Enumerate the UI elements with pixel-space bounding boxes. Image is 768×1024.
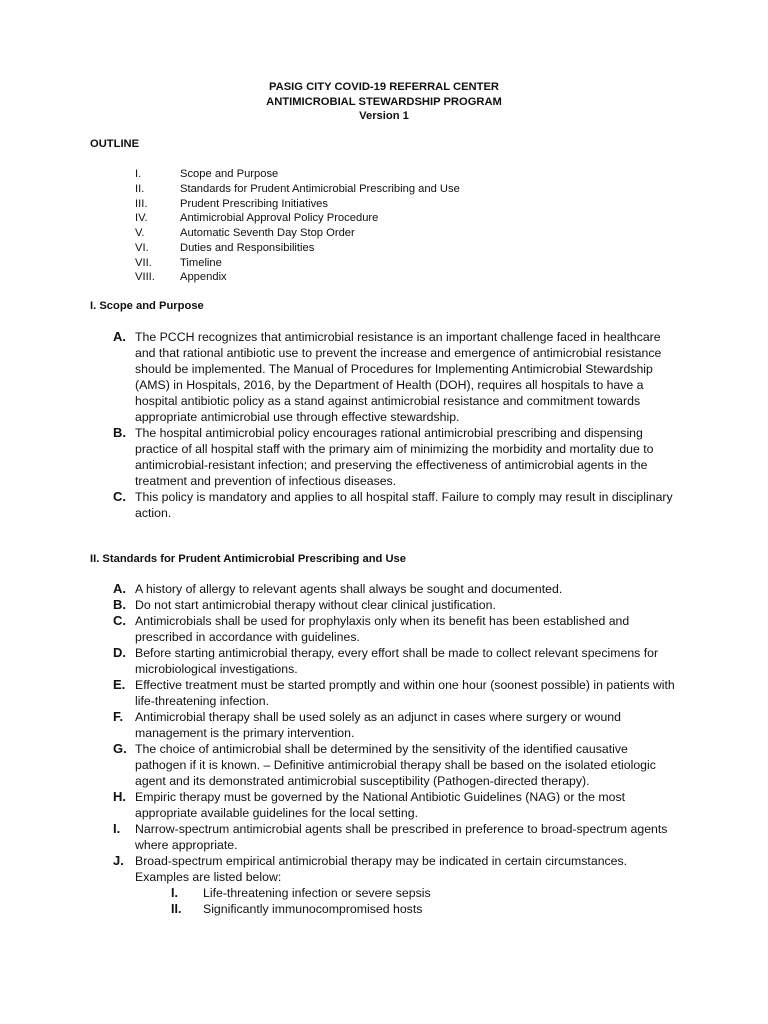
outline-label: Standards for Prudent Antimicrobial Prescribing and Use — [180, 182, 460, 195]
sub-list-item — [171, 901, 678, 917]
item-text: Antimicrobials shall be used for prophylaxis only when its benefit has been established and prescribed in accordance with guidelines. — [135, 614, 630, 644]
outline-item — [135, 241, 695, 256]
item-letter: I. — [113, 821, 121, 836]
outline-item — [135, 270, 695, 285]
list-item — [113, 613, 678, 645]
document-title — [0, 80, 768, 124]
outline-heading: OUTLINE — [90, 138, 140, 150]
outline-number: II. — [135, 182, 145, 195]
outline-item — [135, 226, 695, 241]
outline-number: I. — [135, 168, 142, 180]
outline-item — [135, 211, 695, 226]
outline-list — [135, 167, 695, 285]
item-text: Narrow-spectrum antimicrobial agents shall be prescribed in preference to broad-spectrum agents where appropriate. — [135, 822, 668, 852]
list-item — [113, 709, 678, 741]
sub-item-text: Life-threatening infection or severe sepsis — [203, 886, 431, 900]
item-letter: B. — [113, 425, 126, 440]
item-text: Antimicrobial therapy shall be used solely as an adjunct in cases where surgery or wound management is the primary intervention. — [135, 710, 621, 740]
outline-item — [135, 182, 695, 197]
outline-label: Duties and Responsibilities — [180, 241, 315, 254]
list-item — [113, 821, 678, 853]
title-line-1: PASIG CITY COVID-19 REFERRAL CENTER — [269, 81, 499, 93]
outline-label: Scope and Purpose — [180, 168, 279, 180]
outline-item — [135, 197, 695, 212]
list-item — [113, 789, 678, 821]
outline-label: Automatic Seventh Day Stop Order — [180, 227, 355, 239]
list-item — [113, 677, 678, 709]
section-heading-standards: II. Standards for Prudent Antimicrobial Prescribing and Use — [90, 553, 407, 565]
section-heading-scope: I. Scope and Purpose — [90, 300, 204, 312]
outline-number: VI. — [135, 241, 149, 254]
item-letter: D. — [113, 645, 126, 660]
outline-number: VIII. — [135, 271, 155, 284]
list-item — [113, 853, 678, 885]
standards-list — [113, 581, 678, 917]
outline-number: V. — [135, 227, 145, 239]
title-line-3: Version 1 — [359, 110, 409, 122]
outline-number: VII. — [135, 256, 152, 269]
list-item — [113, 489, 678, 521]
sub-item-text: Significantly immunocompromised hosts — [203, 902, 423, 916]
outline-label: Timeline — [180, 256, 222, 269]
item-letter: H. — [113, 789, 126, 804]
item-text: Effective treatment must be started promptly and within one hour (soonest possible) in patients with life-threatening infection. — [135, 678, 675, 708]
item-letter: A. — [113, 581, 126, 596]
outline-label: Prudent Prescribing Initiatives — [180, 197, 328, 210]
item-text: Empiric therapy must be governed by the National Antibiotic Guidelines (NAG) or the most appropriate available guidelines for the local setting. — [135, 790, 626, 820]
list-item — [113, 425, 678, 489]
sub-item-number: II. — [171, 902, 182, 916]
outline-item — [135, 167, 695, 182]
item-letter: C. — [113, 489, 126, 504]
item-text: A history of allergy to relevant agents shall always be sought and documented. — [135, 582, 563, 596]
outline-label: Antimicrobial Approval Policy Procedure — [180, 212, 379, 225]
outline-number: III. — [135, 197, 148, 210]
item-text: Broad-spectrum empirical antimicrobial therapy may be indicated in certain circumstances. Examples are listed below: — [135, 854, 628, 884]
list-item — [113, 329, 678, 425]
list-item — [113, 597, 678, 613]
item-text: This policy is mandatory and applies to all hospital staff. Failure to comply may result in disciplinary action. — [135, 490, 673, 520]
outline-item — [135, 256, 695, 271]
title-line-2: ANTIMICROBIAL STEWARDSHIP PROGRAM — [266, 95, 502, 108]
sub-item-number: I. — [171, 886, 178, 900]
item-text: Before starting antimicrobial therapy, every effort shall be made to collect relevant specimens for microbiological investigations. — [135, 646, 659, 676]
outline-number: IV. — [135, 212, 148, 225]
item-letter: B. — [113, 597, 126, 612]
outline-label: Appendix — [180, 271, 227, 284]
list-item — [113, 741, 678, 789]
item-letter: C. — [113, 613, 126, 628]
item-letter: A. — [113, 329, 126, 344]
item-letter: G. — [113, 741, 127, 756]
item-letter: F. — [113, 709, 124, 724]
item-letter: J. — [113, 853, 124, 868]
item-text: Do not start antimicrobial therapy without clear clinical justification. — [135, 598, 496, 612]
scope-list — [113, 329, 678, 521]
item-text: The PCCH recognizes that antimicrobial resistance is an important challenge faced in healthcare and that rational antibiotic use to prevent the increase and emergence of antimicrobial resistance should be implemented. The Manual of Procedures for Implementing Antimicrobial Stewardship (AMS) in Hospitals, 2016, by the Department of Health (DOH), requires all hospitals to have a hospital antibiotic policy as a stand against antimicrobial resistance and commitment towards appropriate antimicrobial use through effective stewardship. — [135, 330, 662, 424]
item-letter: E. — [113, 677, 126, 692]
item-text: The choice of antimicrobial shall be determined by the sensitivity of the identified causative pathogen if it is known. – Definitive antimicrobial therapy shall be based on the isolated etiologic agent and its demonstrated antimicrobial susceptibility (Pathogen-directed therapy). — [135, 742, 656, 788]
item-text: The hospital antimicrobial policy encourages rational antimicrobial prescribing and dispensing practice of all hospital staff with the primary aim of minimizing the morbidity and mortality due to antimicrobial-resistant infection; and preserving the effectiveness of antimicrobial agents in the treatment and prevention of infectious diseases. — [135, 426, 654, 488]
list-item — [113, 645, 678, 677]
sub-list — [171, 885, 678, 917]
sub-list-item — [171, 885, 678, 901]
list-item — [113, 581, 678, 597]
